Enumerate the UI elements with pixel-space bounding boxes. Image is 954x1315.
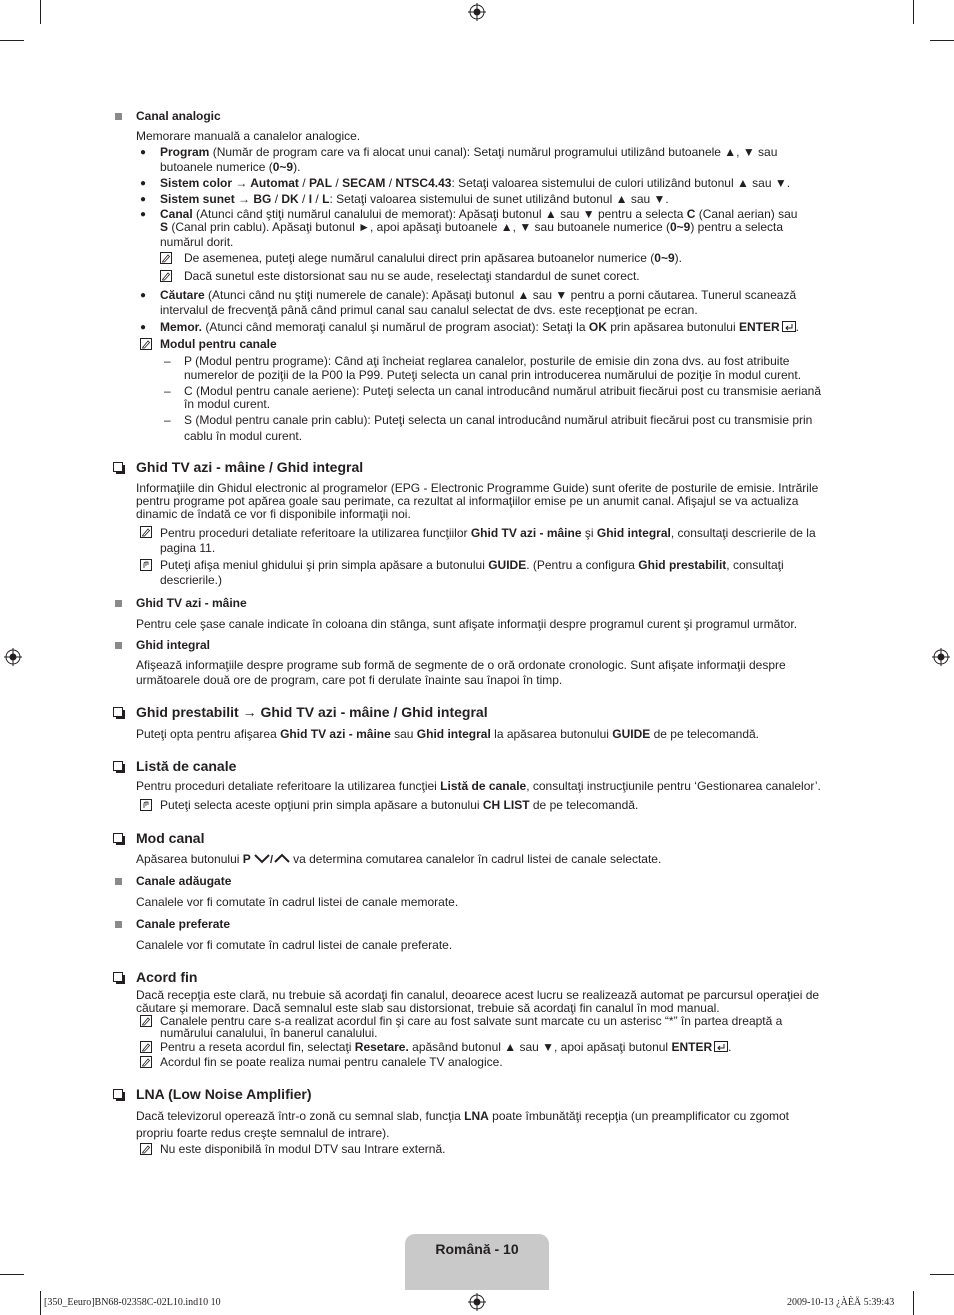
- bullet-icon: ●: [140, 194, 147, 205]
- remote-icon: [140, 799, 152, 811]
- note-text: Pentru proceduri detaliate referitoare la utilizarea funcţiilor Ghid TV azi - mâine şi Ghid integral, consultaţi descrierile de la: [160, 526, 816, 540]
- registration-mark-icon: [4, 648, 22, 666]
- note-icon: [140, 1056, 152, 1068]
- section-title-acord-fin: Acord fin: [136, 969, 198, 985]
- checkbox-section-icon: [113, 462, 123, 472]
- crop-mark: [913, 0, 914, 24]
- section-title-canal-analogic: Canal analogic: [136, 109, 221, 123]
- paragraph: Dacă televizorul operează într-o zonă cu semnal slab, funcţia LNA poate îmbunătăţi recepţia (un preamplificator cu zgomot: [136, 1109, 790, 1123]
- section-title-lna: LNA (Low Noise Amplifier): [136, 1086, 312, 1102]
- section-title-lista-canale: Listă de canale: [136, 758, 237, 774]
- bullet-canal-cont: S (Canal prin cablu). Apăsaţi butonul ►, apoi apăsaţi butoanele ▲, ▼ sau butoanele numerice (0~9) pentru a selecta: [160, 220, 784, 234]
- dash-item-p: P (Modul pentru programe): Când aţi încheiat reglarea canalelor, posturile de emisie din zona dvs. au fost atribuite: [184, 354, 790, 368]
- bullet-sistem-sunet: Sistem sunet → BG / DK / I / L: Setaţi valoarea sistemului de sunet utilizând butonul ▲ sau ▼.: [160, 192, 669, 206]
- registration-mark-icon: [468, 3, 486, 21]
- square-bullet-icon: [115, 642, 122, 649]
- crop-mark: [930, 40, 954, 41]
- subsection-title: Ghid TV azi - mâine: [136, 596, 247, 610]
- dash-marker: –: [164, 354, 171, 368]
- dash-item-p-cont: numerelor de poziţii de la P00 la P99. Puteţi selecta un canal prin introducerea numărului de poziţie în modul curent.: [184, 368, 802, 382]
- dash-marker: –: [164, 413, 171, 427]
- print-slug-left: [350_Eeuro]BN68-02358C-02L10.ind10 10: [44, 1297, 221, 1308]
- dash-item-s-cont: cablu în modul curent.: [184, 429, 303, 443]
- crop-mark: [930, 1274, 954, 1275]
- enter-icon: [714, 1041, 728, 1052]
- paragraph: Pentru cele şase canale indicate în coloana din stânga, sunt afişate informaţii despre programul curent şi programul următor.: [136, 617, 798, 631]
- note-icon: [140, 1015, 152, 1027]
- page-number: Română - 10: [435, 1241, 519, 1257]
- bullet-cautare: Căutare (Atunci când nu ştiţi numerele de canale): Apăsaţi butonul ▲ sau ▼ pentru a porni căutarea. Tunerul scanează: [160, 288, 797, 302]
- paragraph: Puteţi opta pentru afişarea Ghid TV azi - mâine sau Ghid integral la apăsarea butonului GUIDE de pe telecomandă.: [136, 727, 760, 741]
- paragraph: dinamic de îndată ce vor fi disponibile informaţii noi.: [136, 507, 411, 521]
- bullet-program-cont: butoanele numerice (0~9).: [160, 160, 301, 174]
- paragraph: Dacă recepţia este clară, nu trebuie să acordaţi fin canalul, deoarece acest lucru se realizează automat pe parcursul operaţiei de: [136, 988, 820, 1002]
- bullet-canal: Canal (Atunci când ştiţi numărul canalului de memorat): Apăsaţi butonul ▲ sau ▼ pentru a selecta C (Canal aerian) sau: [160, 207, 798, 221]
- note-text-cont: numărului canalului, în banerul canalului.: [160, 1026, 378, 1040]
- bullet-icon: ●: [140, 147, 147, 158]
- checkbox-section-icon: [113, 972, 123, 982]
- note-title-modul: Modul pentru canale: [160, 337, 277, 351]
- section-title-ghid-prestabilit: Ghid prestabilit → Ghid TV azi - mâine / Ghid integral: [136, 704, 488, 720]
- dash-item-c-cont: în modul curent.: [184, 397, 271, 411]
- paragraph: propriu foarte redus creşte semnalul de intrare).: [136, 1126, 390, 1140]
- chevron-down-up-icon: [254, 853, 290, 864]
- section-title-mod-canal: Mod canal: [136, 830, 205, 846]
- paragraph: Afişează informaţiile despre programe sub formă de segmente de o oră ordonate cronologic. Sunt afişate informaţii despre: [136, 658, 786, 672]
- subsection-title: Canale preferate: [136, 917, 231, 931]
- print-slug-right: 2009-10-13 ¿ÀÈÄ 5:39:43: [787, 1297, 895, 1308]
- square-bullet-icon: [115, 878, 122, 885]
- subsection-title: Canale adăugate: [136, 874, 232, 888]
- dash-item-s: S (Modul pentru canale prin cablu): Puteţi selecta un canal introducând numărul atribuit fiecărui post cu transmisie prin: [184, 413, 813, 427]
- note-text: De asemenea, puteţi alege numărul canalului direct prin apăsarea butoanelor numerice (0~9).: [184, 251, 682, 265]
- square-bullet-icon: [115, 600, 122, 607]
- crop-mark: [40, 1291, 41, 1315]
- bullet-icon: ●: [140, 209, 147, 220]
- paragraph: Memorare manuală a canalelor analogice.: [136, 129, 361, 143]
- svg-text:/: /: [269, 854, 273, 864]
- bullet-memor: Memor. (Atunci când memoraţi canalul şi numărul de program asociat): Setaţi la OK prin apăsarea butonului ENTER .: [160, 320, 799, 334]
- note-icon: [140, 1041, 152, 1053]
- crop-mark: [0, 40, 24, 41]
- dash-marker: –: [164, 384, 171, 398]
- crop-mark: [40, 0, 41, 24]
- note-icon: [140, 1143, 152, 1155]
- note-text-cont: pagina 11.: [160, 541, 216, 555]
- bullet-sistem-color: Sistem color → Automat / PAL / SECAM / NTSC4.43: Setaţi valoarea sistemului de culori utilizând butonul ▲ sau ▼.: [160, 176, 791, 190]
- note-text: Puteţi selecta aceste opţiuni prin simpla apăsare a butonului CH LIST de pe telecomandă.: [160, 798, 639, 812]
- paragraph: următoarele două ore de program, care pot fi derulate înainte sau înapoi în timp.: [136, 673, 563, 687]
- note-text: Pentru a reseta acordul fin, selectaţi Resetare. apăsând butonul ▲ sau ▼, apoi apăsaţi butonul ENTER .: [160, 1040, 732, 1054]
- paragraph: pentru programe pot apărea goale sau perimate, ca rezultat al informaţiilor emise pe un anumit canal. Afişajul se va actualiza: [136, 494, 799, 508]
- bullet-canal-cont: numărul dorit.: [160, 235, 234, 249]
- note-icon: [160, 252, 172, 264]
- bullet-icon: ●: [140, 178, 147, 189]
- remote-icon: [140, 559, 152, 571]
- bullet-cautare-cont: intervalul de frecvenţă până când primul canal sau canalul selectat de dvs. este recepţionat pe ecran.: [160, 303, 698, 317]
- bullet-program: Program (Număr de program care va fi alocat unui canal): Setaţi numărul programului utilizând butoanele ▲, ▼ sau: [160, 145, 778, 159]
- note-icon: [160, 270, 172, 282]
- crop-mark: [913, 1291, 914, 1315]
- paragraph: Informaţiile din Ghidul electronic al programelor (EPG - Electronic Programme Guide) sunt oferite de posturile de emisie. Intrările: [136, 481, 819, 495]
- paragraph: Apăsarea butonului P / va determina comutarea canalelor în cadrul listei de canale selectate.: [136, 852, 662, 866]
- subsection-title: Ghid integral: [136, 638, 211, 652]
- registration-mark-icon: [468, 1293, 486, 1311]
- checkbox-section-icon: [113, 833, 123, 843]
- note-text: Dacă sunetul este distorsionat sau nu se aude, reselectaţi standardul de sunet corect.: [184, 269, 640, 283]
- checkbox-section-icon: [113, 1089, 123, 1099]
- paragraph: Pentru proceduri detaliate referitoare la utilizarea funcţiei Listă de canale, consultaţi instrucţiunile pentru ‘Gestionarea canalelor’.: [136, 779, 821, 793]
- checkbox-section-icon: [113, 707, 123, 717]
- section-title-ghid-tv: Ghid TV azi - mâine / Ghid integral: [136, 459, 364, 475]
- paragraph: căutare şi memorare. Dacă semnalul este slab sau distorsionat, trebuie să acordaţi fin canalul în mod manual.: [136, 1001, 720, 1015]
- paragraph: Canalele vor fi comutate în cadrul listei de canale memorate.: [136, 895, 459, 909]
- bullet-icon: ●: [140, 322, 147, 333]
- square-bullet-icon: [115, 921, 122, 928]
- crop-mark: [0, 1274, 24, 1275]
- note-text-cont: descrierile.): [160, 573, 223, 587]
- note-icon: [140, 338, 152, 350]
- note-text: Puteţi afişa meniul ghidului şi prin simpla apăsare a butonului GUIDE. (Pentru a configura Ghid prestabilit, consultaţi: [160, 558, 784, 572]
- registration-mark-icon: [932, 648, 950, 666]
- square-bullet-icon: [115, 113, 122, 120]
- dash-item-c: C (Modul pentru canale aeriene): Puteţi selecta un canal introducând numărul atribuit fiecărui post cu transmisie aeriană: [184, 384, 822, 398]
- note-text: Nu este disponibilă în modul DTV sau Intrare externă.: [160, 1142, 446, 1156]
- note-text: Acordul fin se poate realiza numai pentru canalele TV analogice.: [160, 1055, 503, 1069]
- enter-icon: [782, 321, 796, 332]
- note-icon: [140, 526, 152, 538]
- paragraph: Canalele vor fi comutate în cadrul listei de canale preferate.: [136, 938, 453, 952]
- checkbox-section-icon: [113, 761, 123, 771]
- note-text: Canalele pentru care s-a realizat acordul fin şi care au fost salvate sunt marcate cu un asterisc “*” în partea dreaptă a: [160, 1014, 783, 1028]
- bullet-icon: ●: [140, 290, 147, 301]
